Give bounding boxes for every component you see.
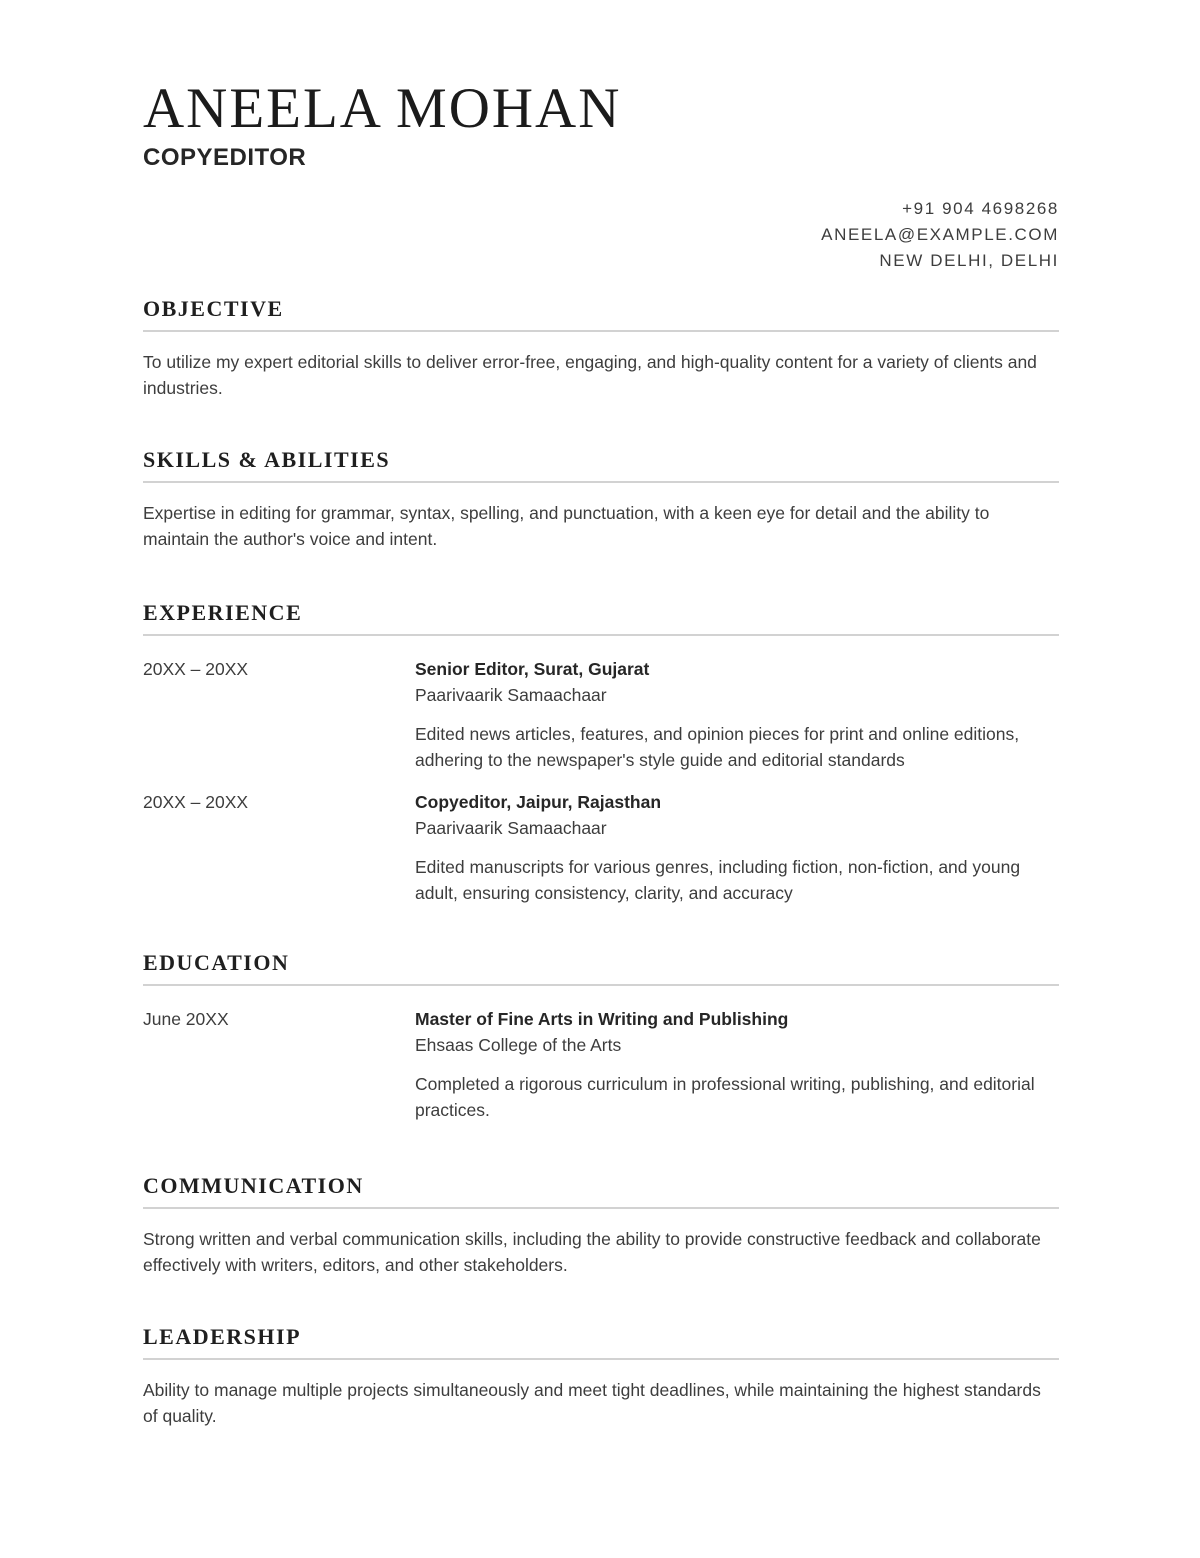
section-heading-skills: SKILLS & ABILITIES (143, 447, 1059, 483)
education-description: Completed a rigorous curriculum in professional writing, publishing, and editorial practices. (415, 1074, 1035, 1120)
section-heading-education: EDUCATION (143, 950, 1059, 986)
section-experience (143, 600, 1059, 906)
section-communication (143, 1173, 1059, 1278)
experience-dates: 20XX – 20XX (143, 792, 249, 812)
section-heading-leadership: LEADERSHIP (143, 1324, 1059, 1360)
contact-email: ANEELA@EXAMPLE.COM (821, 225, 1059, 244)
section-body-leadership: Ability to manage multiple projects simultaneously and meet tight deadlines, while maintaining the highest standards of quality. (143, 1380, 1041, 1426)
experience-dates: 20XX – 20XX (143, 659, 249, 679)
experience-entry (143, 789, 1059, 906)
section-education (143, 950, 1059, 1123)
experience-entry (143, 656, 1059, 773)
education-school: Ehsaas College of the Arts (415, 1035, 622, 1055)
experience-details (415, 789, 1059, 906)
education-degree: Master of Fine Arts in Writing and Publishing (415, 1009, 789, 1029)
section-heading-communication: COMMUNICATION (143, 1173, 1059, 1209)
experience-employer: Paarivaarik Samaachaar (415, 685, 607, 705)
section-leadership (143, 1324, 1059, 1429)
education-details (415, 1006, 1059, 1123)
section-heading-objective: OBJECTIVE (143, 296, 1059, 332)
section-objective (143, 296, 1059, 401)
person-name: ANEELA MOHAN (143, 77, 622, 140)
contact-block (143, 196, 1059, 274)
experience-job-title: Copyeditor, Jaipur, Rajasthan (415, 792, 662, 812)
contact-location: NEW DELHI, DELHI (879, 251, 1059, 270)
section-skills (143, 447, 1059, 552)
section-body-communication: Strong written and verbal communication skills, including the ability to provide constructive feedback and collaborate effectively with writers, editors, and other stakeholders. (143, 1229, 1041, 1275)
experience-job-title: Senior Editor, Surat, Gujarat (415, 659, 650, 679)
section-heading-experience: EXPERIENCE (143, 600, 1059, 636)
experience-description: Edited news articles, features, and opinion pieces for print and online editions, adhering to the newspaper's style guide and editorial standards (415, 724, 1020, 770)
experience-details (415, 656, 1059, 773)
education-entry (143, 1006, 1059, 1123)
person-role-title: COPYEDITOR (143, 144, 307, 171)
experience-employer: Paarivaarik Samaachaar (415, 818, 607, 838)
section-body-skills: Expertise in editing for grammar, syntax, spelling, and punctuation, with a keen eye for detail and the ability to maintain the author's voice and intent. (143, 503, 990, 549)
experience-description: Edited manuscripts for various genres, including fiction, non-fiction, and young adult, ensuring consistency, clarity, and accuracy (415, 857, 1021, 903)
section-body-objective: To utilize my expert editorial skills to deliver error-free, engaging, and high-quality content for a variety of clients and industries. (143, 352, 1037, 398)
resume-content (143, 0, 1059, 1429)
education-dates: June 20XX (143, 1009, 229, 1029)
contact-phone: +91 904 4698268 (902, 199, 1059, 218)
